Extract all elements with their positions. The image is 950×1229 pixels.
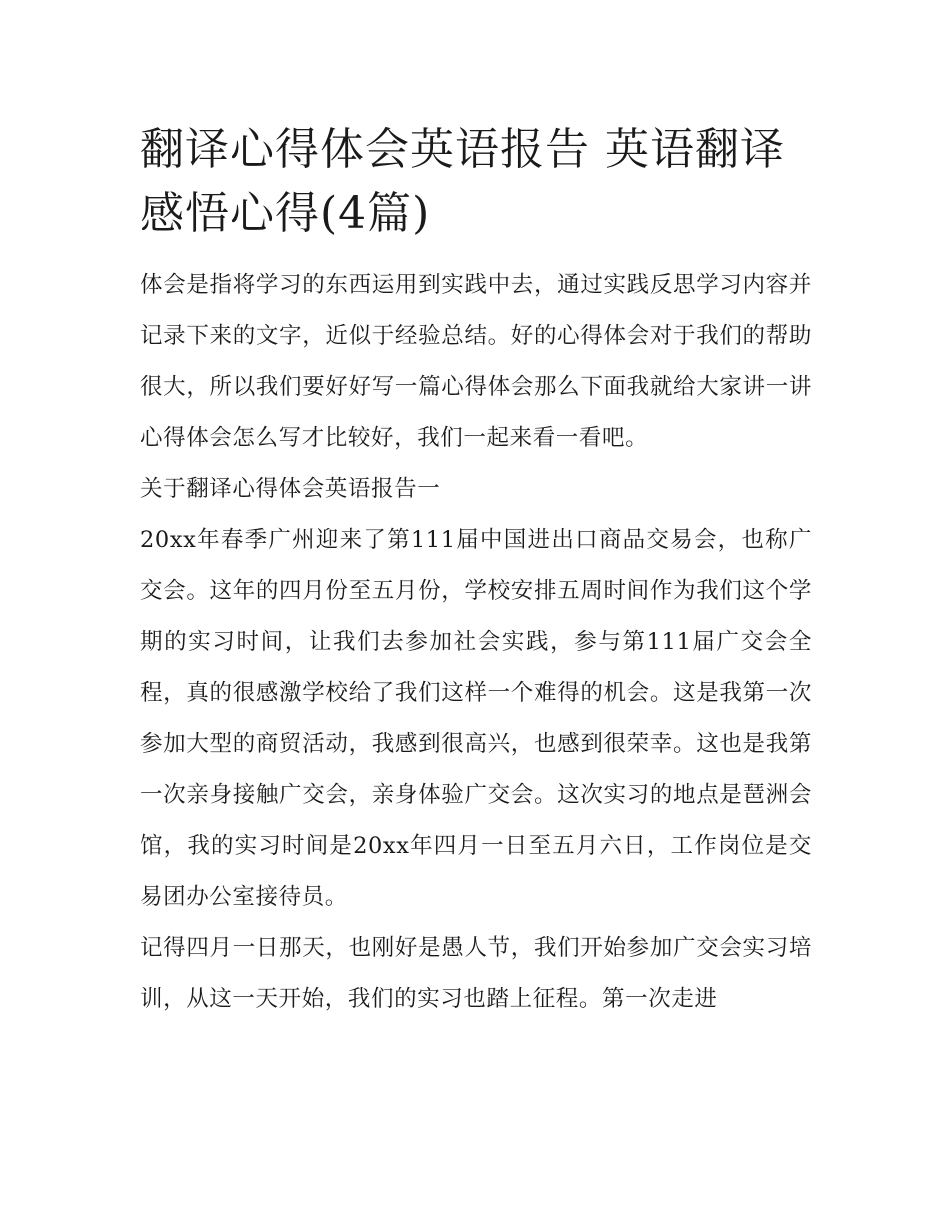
section-heading: 关于翻译心得体会英语报告一: [140, 476, 441, 502]
body-paragraph: 20xx年春季广州迎来了第111届中国进出口商品交易会，也称广交会。这年的四月份至五月份，学校安排五周时间作为我们这个学期的实习时间，让我们去参加社会实践，参与第111届广交会全程，真的很感激学校给了我们这样一个难得的机会。这是我第一次参加大型的商贸活动，我感到很高兴，也感到很荣幸。这也是我第一次亲身接触广交会，亲身体验广交会。这次实习的地点是琶洲会馆，我的实习时间是20xx年四月一日至五月六日，工作岗位是交易团办公室接待员。: [140, 527, 812, 910]
document-title: 翻译心得体会英语报告 英语翻译感悟心得(4篇): [140, 124, 785, 239]
document-body: [140, 118, 812, 1025]
body-paragraph: 记得四月一日那天，也刚好是愚人节，我们开始参加广交会实习培训，从这一天开始，我们的实习也踏上征程。第一次走进: [140, 935, 812, 1012]
intro-paragraph: 体会是指将学习的东西运用到实践中去，通过实践反思学习内容并记录下来的文字，近似于经验总结。好的心得体会对于我们的帮助很大，所以我们要好好写一篇心得体会那么下面我就给大家讲一讲心得体会怎么写才比较好，我们一起来看一看吧。: [140, 272, 812, 451]
